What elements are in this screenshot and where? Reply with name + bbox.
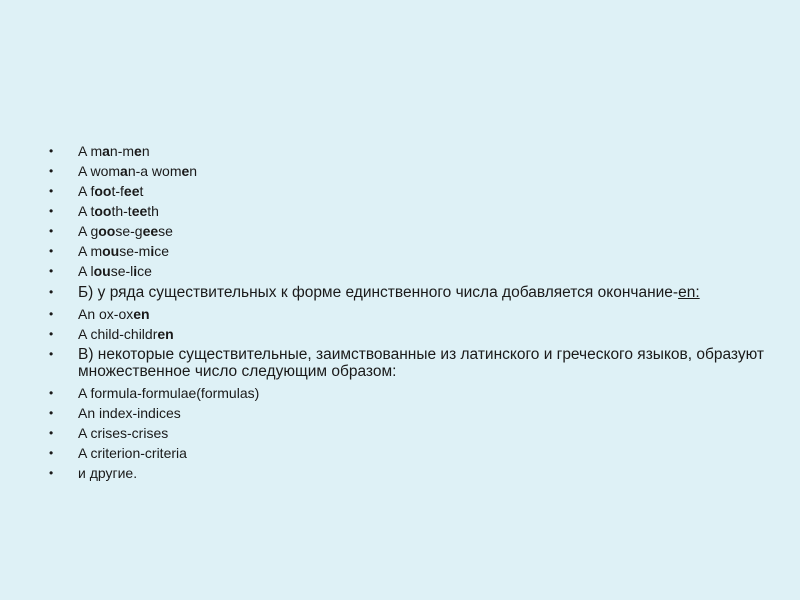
text-run: n-a wom <box>127 163 182 179</box>
list-item-text <box>78 223 173 239</box>
bullet-icon: • <box>49 285 54 299</box>
bullet-icon: • <box>49 164 54 178</box>
text-run: se-g <box>115 223 143 239</box>
list-item-text <box>78 405 181 421</box>
text-run: n <box>141 143 150 159</box>
list-item <box>48 404 768 423</box>
text-run: en <box>157 326 174 342</box>
text-run: oo <box>94 203 112 219</box>
text-run: t-f <box>111 183 124 199</box>
text-run: th-t <box>111 203 132 219</box>
list-item <box>48 464 768 483</box>
bullet-list <box>48 142 768 483</box>
bullet-icon: • <box>49 244 54 258</box>
text-run: se-m <box>119 243 151 259</box>
bullet-icon: • <box>49 264 54 278</box>
list-item-text <box>78 243 169 259</box>
text-run: ou <box>93 263 111 279</box>
list-item <box>48 262 768 281</box>
list-item <box>48 182 768 201</box>
text-run: e <box>134 143 142 159</box>
text-run: Б) у ряда существительных к форме единственного числа добавляется окончание- <box>78 284 679 301</box>
list-item-text <box>78 163 197 179</box>
text-run: An index-indices <box>78 405 181 421</box>
list-item-text <box>78 346 764 380</box>
bullet-icon: • <box>49 426 54 440</box>
text-run: A wom <box>78 163 121 179</box>
list-item-text <box>78 326 174 342</box>
text-run: a <box>120 163 128 179</box>
text-run: An ox-ox <box>78 306 134 322</box>
text-run: ee <box>131 203 148 219</box>
text-run: В) некоторые существительные, заимствованные из латинского и греческого языков, образуют множественное число следующим образом: <box>78 346 764 380</box>
text-run: A formula-formulae(formulas) <box>78 385 260 401</box>
text-run: en: <box>678 284 700 301</box>
text-run: и другие. <box>78 465 138 481</box>
slide-body <box>48 142 768 484</box>
bullet-icon: • <box>49 144 54 158</box>
bullet-icon: • <box>49 204 54 218</box>
bullet-icon: • <box>49 446 54 460</box>
text-run: A m <box>78 143 103 159</box>
list-item <box>48 142 768 161</box>
list-item-text <box>78 465 137 481</box>
text-run: A child-childr <box>78 326 158 342</box>
bullet-icon: • <box>49 184 54 198</box>
bullet-icon: • <box>49 327 54 341</box>
bullet-icon: • <box>49 347 54 361</box>
text-run: th <box>147 203 159 219</box>
text-run: ce <box>154 243 170 259</box>
list-item <box>48 384 768 403</box>
text-run: i <box>150 243 155 259</box>
list-item-text <box>78 143 150 159</box>
bullet-icon: • <box>49 406 54 420</box>
list-item <box>48 444 768 463</box>
list-item <box>48 424 768 443</box>
list-item <box>48 202 768 221</box>
text-run: ce <box>137 263 152 279</box>
text-run: ou <box>102 243 120 259</box>
list-item-text <box>78 425 168 441</box>
text-run: i <box>133 263 138 279</box>
text-run: A f <box>78 183 95 199</box>
list-item <box>48 222 768 241</box>
list-item <box>48 283 768 301</box>
text-run: A g <box>78 223 99 239</box>
text-run: ee <box>123 183 140 199</box>
text-run: n-m <box>109 143 135 159</box>
list-item <box>48 305 768 324</box>
text-run: oo <box>98 223 116 239</box>
text-run: A l <box>78 263 94 279</box>
bullet-icon: • <box>49 386 54 400</box>
text-run: A t <box>78 203 95 219</box>
list-item <box>48 162 768 181</box>
list-item-text <box>78 203 159 219</box>
bullet-icon: • <box>49 224 54 238</box>
text-run: se <box>158 223 173 239</box>
list-item <box>48 345 768 380</box>
text-run: se-l <box>110 263 134 279</box>
bullet-icon: • <box>49 307 54 321</box>
list-item <box>48 242 768 261</box>
text-run: A m <box>78 243 103 259</box>
text-run: A criterion-criteria <box>78 445 187 461</box>
list-item-text <box>78 445 187 461</box>
list-item-text <box>78 263 152 279</box>
text-run: e <box>181 163 190 179</box>
list-item-text <box>78 385 259 401</box>
text-run: A crises-crises <box>78 425 169 441</box>
list-item <box>48 325 768 344</box>
list-item-text <box>78 306 150 322</box>
text-run: ee <box>142 223 159 239</box>
text-run: en <box>133 306 150 322</box>
text-run: oo <box>94 183 112 199</box>
list-item-text <box>78 183 143 199</box>
text-run: n <box>189 163 198 179</box>
text-run: a <box>102 143 110 159</box>
bullet-icon: • <box>49 466 54 480</box>
text-run: t <box>139 183 144 199</box>
list-item-text <box>78 284 700 301</box>
